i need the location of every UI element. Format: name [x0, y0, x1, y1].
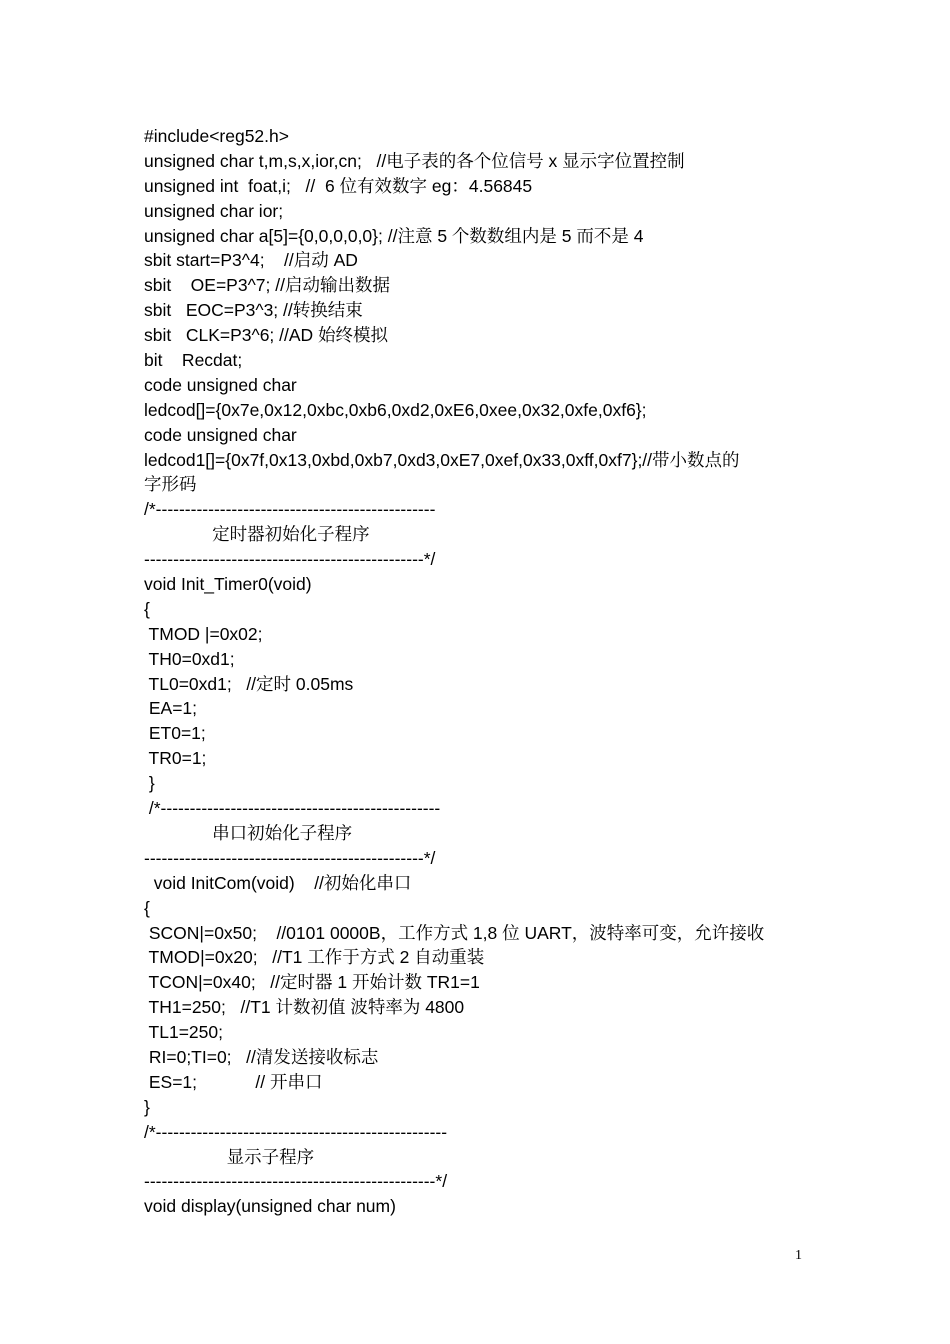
code-line: TL0=0xd1; //定时 0.05ms	[144, 673, 354, 694]
code-line: void display(unsigned char num)	[144, 1196, 396, 1217]
code-line: sbit start=P3^4; //启动 AD	[144, 250, 358, 271]
code-line: EA=1;	[144, 698, 198, 719]
code-line: ------------------------------------------------*/	[144, 549, 436, 570]
page-number: 1	[795, 1248, 802, 1263]
code-line: TH0=0xd1;	[144, 648, 235, 669]
code-line: sbit EOC=P3^3; //转换结束	[144, 300, 363, 321]
code-line: 字形码	[144, 474, 197, 495]
code-line: {	[144, 897, 150, 918]
code-line: ES=1; // 开串口	[144, 1071, 323, 1092]
code-line: sbit CLK=P3^6; //AD 始终模拟	[144, 325, 389, 346]
code-line: /*------------------------------------------------	[144, 798, 441, 819]
code-line: ------------------------------------------------*/	[144, 847, 436, 868]
code-line: TH1=250; //T1 计数初值 波特率为 4800	[144, 997, 465, 1018]
code-line: 串口初始化子程序	[144, 822, 353, 843]
code-line: #include<reg52.h>	[144, 126, 289, 146]
code-line: sbit OE=P3^7; //启动输出数据	[144, 275, 390, 296]
code-line: }	[144, 773, 155, 794]
code-line: unsigned char a[5]={0,0,0,0,0}; //注意 5 个数数组内是 5 而不是 4	[144, 225, 644, 246]
code-line: ET0=1;	[144, 723, 206, 744]
code-line: ledcod1[]={0x7f,0x13,0xbd,0xb7,0xd3,0xE7,0xef,0x33,0xff,0xf7};//带小数点的	[144, 449, 740, 470]
code-line: SCON|=0x50; //0101 0000B，工作方式 1,8 位 UART，波特率可变，允许接收	[144, 922, 765, 943]
code-line: ledcod[]={0x7e,0x12,0xbc,0xb6,0xd2,0xE6,0xee,0x32,0xfe,0xf6};	[144, 399, 647, 420]
code-line: void Init_Timer0(void)	[144, 574, 312, 595]
code-line: 显示子程序	[144, 1146, 315, 1167]
code-line: code unsigned char	[144, 374, 297, 395]
code-line: TMOD |=0x02;	[144, 623, 263, 644]
code-line: {	[144, 598, 150, 619]
code-line: /*--------------------------------------------------	[144, 1121, 448, 1142]
code-line: --------------------------------------------------*/	[144, 1171, 448, 1192]
code-line: TCON|=0x40; //定时器 1 开始计数 TR1=1	[144, 972, 480, 993]
code-line: TL1=250;	[144, 1022, 223, 1043]
code-line: 定时器初始化子程序	[144, 524, 370, 545]
code-line: unsigned char ior;	[144, 200, 284, 221]
code-line: void InitCom(void) //初始化串口	[144, 872, 412, 893]
code-line: unsigned char t,m,s,x,ior,cn; //电子表的各个位信号 x 显示字位置控制	[144, 150, 685, 171]
code-line: unsigned int foat,i; // 6 位有效数字 eg：4.56845	[144, 175, 533, 196]
code-line: }	[144, 1096, 150, 1117]
code-line: /*------------------------------------------------	[144, 499, 436, 520]
code-line: code unsigned char	[144, 424, 297, 445]
code-line: TMOD|=0x20; //T1 工作于方式 2 自动重装	[144, 947, 485, 968]
code-line: TR0=1;	[144, 748, 207, 769]
code-line: bit Recdat;	[144, 350, 243, 371]
code-listing	[144, 124, 824, 1219]
code-line: RI=0;TI=0; //清发送接收标志	[144, 1046, 379, 1067]
